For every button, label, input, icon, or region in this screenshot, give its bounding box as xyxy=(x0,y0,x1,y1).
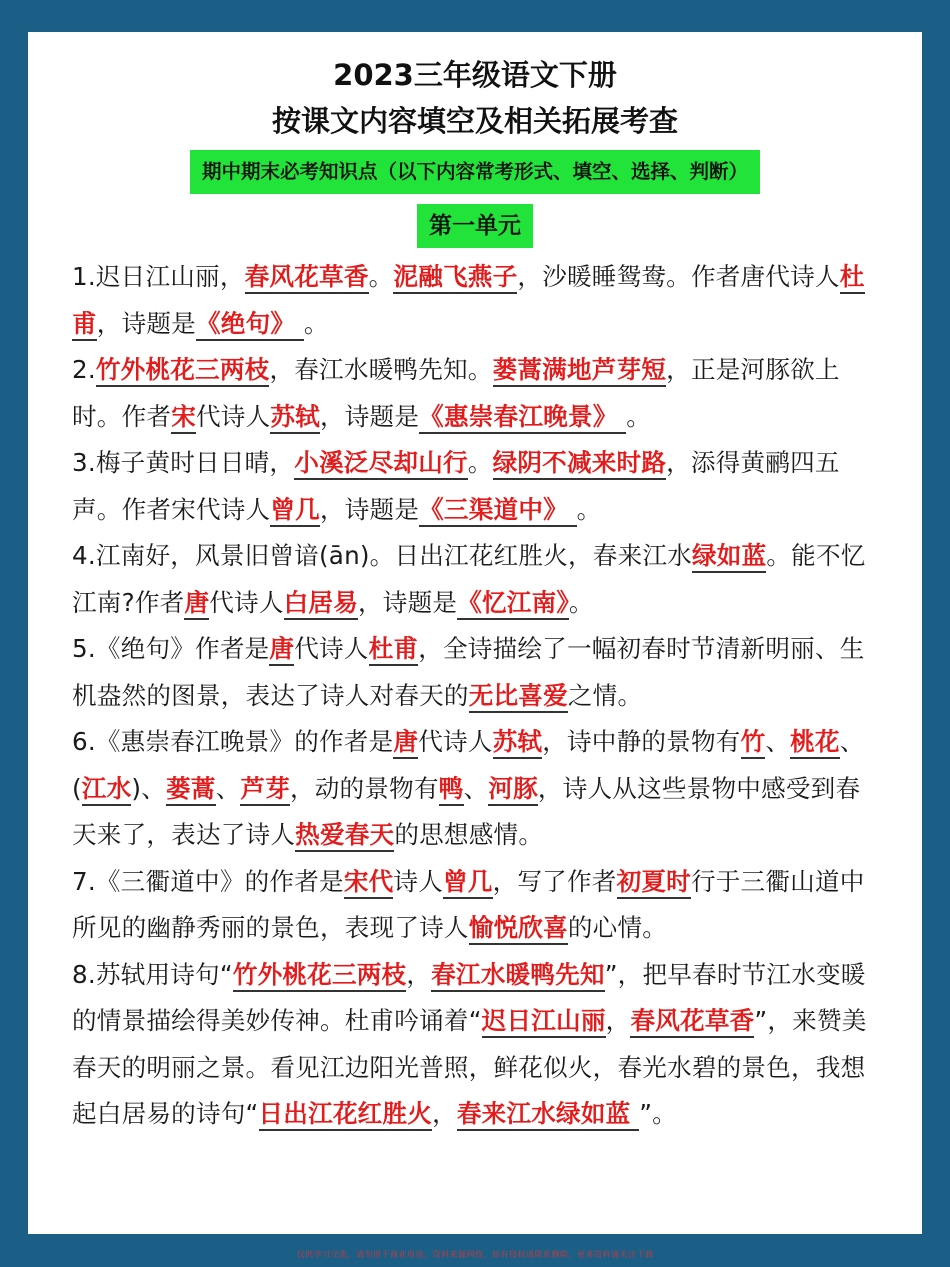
answer-fill: 唐 xyxy=(184,588,209,620)
answer-fill: 日出江花红胜火 xyxy=(259,1099,433,1131)
question-text: ，写了作者 xyxy=(492,866,617,896)
answer-fill: 初夏时 xyxy=(617,867,691,899)
title-line-2: 按课文内容填空及相关拓展考查 xyxy=(271,104,678,138)
answer-fill: 芦芽 xyxy=(240,774,290,806)
answer-fill: 杜甫 xyxy=(72,262,865,341)
question-text: ，正是河豚欲上时。作者 xyxy=(72,355,840,431)
question-text: 。能不忆江南?作者 xyxy=(72,541,866,617)
question-item xyxy=(72,440,878,533)
title-line-1: 2023三年级语文下册 xyxy=(333,58,617,92)
answer-fill: 曾几 xyxy=(270,495,320,527)
question-text: ，诗题是 xyxy=(319,401,420,431)
question-text: 2. xyxy=(72,355,96,384)
question-text: 代诗人 xyxy=(418,727,493,756)
question-text: ，添得黄鹂四五声。作者宋代诗人 xyxy=(72,448,840,524)
question-text: 4.江南好，风景旧曾谙(ān)。日出江花红胜火，春来江水 xyxy=(72,541,692,570)
answer-fill: 春风花草香 xyxy=(245,262,369,294)
answer-fill: 鸭 xyxy=(439,774,464,806)
answer-fill: 唐 xyxy=(269,634,294,666)
question-text: 1.迟日江山丽， xyxy=(72,262,245,291)
question-text: 。 xyxy=(626,401,652,431)
question-list xyxy=(72,254,878,1138)
answer-fill: 白居易 xyxy=(284,588,358,620)
question-text: 8.苏轼用诗句“ xyxy=(72,959,233,989)
answer-fill: 蒌蒿 xyxy=(166,774,216,806)
question-item xyxy=(72,626,878,719)
answer-fill: 迟日江山丽 xyxy=(482,1006,606,1038)
question-text: 行于三衢山道中所见的幽静秀丽的景色，表现了诗人 xyxy=(72,866,865,942)
question-text: 、( xyxy=(72,727,865,803)
unit-wrap xyxy=(72,204,878,248)
answer-fill: 泥融飞燕子 xyxy=(393,262,517,294)
answer-fill: 小溪泛尽却山行 xyxy=(294,448,468,480)
answer-fill: 江水 xyxy=(82,774,132,806)
question-item xyxy=(72,859,878,952)
answer-fill: 绿阴不减来时路 xyxy=(493,448,667,480)
key-points-banner: 期中期末必考知识点（以下内容常考形式、填空、选择、判断） xyxy=(190,150,760,194)
question-text: ，春江水暖鸭先知。 xyxy=(269,355,493,384)
question-text: ”。 xyxy=(639,1099,677,1128)
question-text: ，动的景物有 xyxy=(289,773,439,803)
question-text: )、 xyxy=(131,773,166,803)
question-item xyxy=(72,347,878,440)
answer-fill: 杜甫 xyxy=(369,634,419,666)
question-text: ，沙暖睡鸳鸯。作者唐代诗人 xyxy=(517,262,840,291)
answer-fill: 唐 xyxy=(393,727,418,759)
question-text: ，全诗描绘了一幅初春时节清新明丽、生机盎然的图景，表达了诗人对春天的 xyxy=(72,634,865,710)
answer-fill: 《忆江南》 xyxy=(457,588,569,620)
answer-fill: 无比喜爱 xyxy=(469,681,568,713)
question-text: 、 xyxy=(463,773,489,803)
question-text: 。 xyxy=(368,262,394,291)
question-text: ，诗题是 xyxy=(96,308,196,338)
question-item xyxy=(72,952,878,1138)
footer-watermark: 仅供学习交流，请勿用于商业用途。资料来源网络，如有侵权请联系删除。更多资料请关注下载 xyxy=(296,1250,654,1259)
answer-fill: 《三渠道中》 xyxy=(419,495,577,527)
question-text: 、 xyxy=(215,773,241,803)
question-text: 代诗人 xyxy=(209,587,284,617)
question-text: ， xyxy=(605,1006,631,1035)
question-text: 。 xyxy=(467,448,493,477)
question-text: ， xyxy=(432,1099,457,1128)
question-text: 代诗人 xyxy=(294,634,369,663)
answer-fill: 宋代 xyxy=(344,867,394,899)
question-text: 、 xyxy=(765,727,791,756)
banner-wrap xyxy=(72,150,878,194)
answer-fill: 苏轼 xyxy=(493,727,543,759)
question-text: 3.梅子黄时日日晴， xyxy=(72,448,295,477)
answer-fill: 春来江水绿如蓝 xyxy=(457,1099,639,1131)
answer-fill: 竹 xyxy=(741,727,766,759)
answer-fill: 《惠崇春江晚景》 xyxy=(419,402,626,434)
question-item xyxy=(72,254,878,347)
question-text: 。 xyxy=(303,308,329,338)
question-text: 诗人 xyxy=(393,866,443,896)
question-text: 之情。 xyxy=(567,680,643,710)
question-text: ，诗题是 xyxy=(319,494,420,524)
question-text: 5.《绝句》作者是 xyxy=(72,634,270,663)
question-text: 的心情。 xyxy=(567,913,668,942)
question-text: 代诗人 xyxy=(195,401,271,431)
question-text: 7.《三衢道中》的作者是 xyxy=(72,866,344,896)
answer-fill: 曾几 xyxy=(443,867,493,899)
question-text: 6.《惠崇春江晚景》的作者是 xyxy=(72,727,394,756)
worksheet xyxy=(28,32,922,1234)
question-text: ，诗中静的景物有 xyxy=(542,727,741,756)
question-text: ， xyxy=(406,959,432,989)
unit-heading: 第一单元 xyxy=(417,204,533,248)
answer-fill: 《绝句》 xyxy=(196,309,304,341)
answer-fill: 热爱春天 xyxy=(295,820,394,852)
answer-fill: 愉悦欣喜 xyxy=(469,913,568,945)
question-text: ”，把早春时节江水变暖的情景描绘得美妙传神。杜甫吟诵着“ xyxy=(72,959,866,1035)
question-text: 。 xyxy=(576,494,602,524)
question-text: 。 xyxy=(568,587,594,617)
question-text: 的思想感情。 xyxy=(394,820,544,849)
question-item xyxy=(72,719,878,859)
question-text: ，诗题是 xyxy=(358,587,458,617)
question-item xyxy=(72,533,878,626)
answer-fill: 绿如蓝 xyxy=(692,541,766,573)
answer-fill: 春风花草香 xyxy=(630,1006,754,1038)
answer-fill: 河豚 xyxy=(488,774,538,806)
question-text: ，诗人从这些景物中感受到春天来了，表达了诗人 xyxy=(72,773,861,849)
answer-fill: 竹外桃花三两枝 xyxy=(96,355,270,387)
answer-fill: 宋 xyxy=(171,402,196,434)
answer-fill: 桃花 xyxy=(790,727,840,759)
answer-fill: 春江水暖鸭先知 xyxy=(431,960,605,992)
answer-fill: 苏轼 xyxy=(270,402,320,434)
answer-fill: 蒌蒿满地芦芽短 xyxy=(493,355,667,387)
question-text: ”，来赞美春天的明丽之景。看见江边阳光普照，鲜花似火，春光水碧的景色，我想起白居易的诗句“ xyxy=(72,1006,867,1128)
answer-fill: 竹外桃花三两枝 xyxy=(233,960,407,992)
